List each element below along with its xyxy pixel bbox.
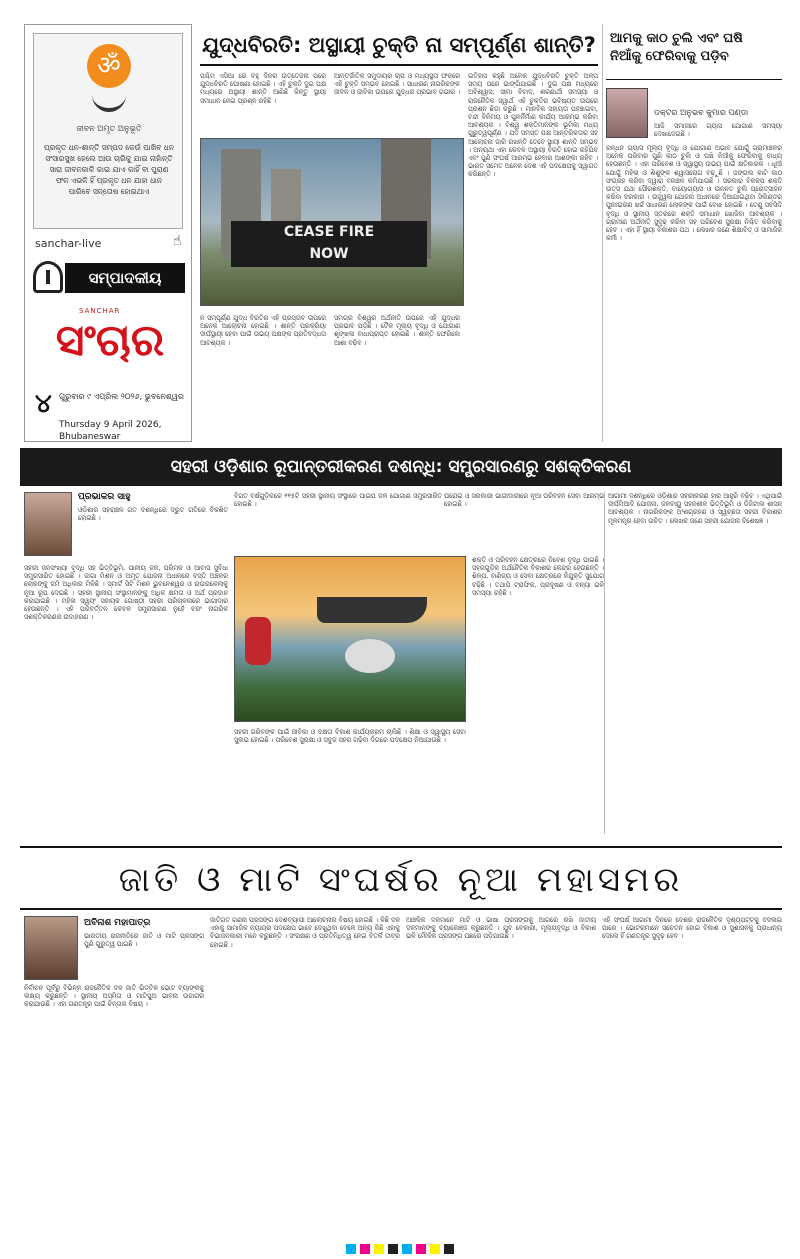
article-column: ବିଗତ ବର୍ଷଗୁଡ଼ିକରେ ୧୧୫ଟି ସହରୀ ସ୍ଥାନୀୟ ସଂସ୍ଥାରେ ପାଇପ ଜଳ ଯୋଗାଣ ସମ୍ପ୍ରସାରିତ ହୋଇଛି ।: [234, 492, 442, 509]
urban-odisha-headline: ସହରୀ ଓଡ଼ିଶାର ରୂପାନ୍ତରୀକରଣ ଦଶନ୍ଧି: ସମ୍ପ୍ରସାରଣରୁ ସଶକ୍ତିକରଣ: [20, 448, 782, 486]
brand-logo: [35, 307, 185, 383]
ship-shape: [317, 597, 427, 623]
color-swatch: [388, 1244, 398, 1254]
energy-photo: [234, 556, 466, 722]
article-column: ଜାତିଗତ ଗଣନା ପ୍ରସଙ୍ଗ ଦେଶବ୍ୟାପୀ ଆଲୋଚନାର ବିଷୟ ହୋଇଛି । କିଛି ଦଳ ଏହାକୁ ସାମାଜିକ ନ୍ୟାୟର ପଦକ୍ଷେପ ଭାବେ ଦେଖୁଥିବା ବେଳେ ଅନ୍ୟ କିଛି ଏହାକୁ ବିଭାଜନକାରୀ ମନେ କରୁଛନ୍ତି । ସଂରକ୍ଷଣ ଓ ପ୍ରତିନିଧିତ୍ୱ ନେଇ ବିତର୍କ ତୀବ୍ର ହୋଇଛି ।: [210, 916, 400, 949]
article-column: ସମଗ୍ର ବିଶ୍ୱର ଅର୍ଥନୀତି ଉପରେ ଏହି ଯୁଦ୍ଧର ପ୍ରଭାବ ପଡ଼ିଛି । ତୈଳ ମୂଲ୍ୟ ବୃଦ୍ଧି ଓ ଯୋଗାଣ ଶୃଙ୍ଖଳା ବାଧାପ୍ରାପ୍ତ ହୋଇଛି । ଶାନ୍ତି ଫେରିଲେ ଆଶା ବଢ଼ିବ ।: [334, 314, 460, 347]
color-swatch: [360, 1244, 370, 1254]
color-swatch: [346, 1244, 356, 1254]
quote-tagline: ଜୀବନ ଅମୃତ ଅନୁଭୂତି: [76, 124, 142, 133]
article-column: ଇତିହାସ କହୁଛି ଅନେକ ଯୁଦ୍ଧବିରତି ଚୁକ୍ତି ଅଳ୍ପ ସମୟ ପରେ ଭାଙ୍ଗିଯାଇଛି । ଦୁଇ ପକ୍ଷ ମଧ୍ୟରେ ଅବିଶ୍ୱାସ, ସୀମା ବିବାଦ, ଶରଣାର୍ଥୀ ସମସ୍ୟା ଓ ରାଜନୈତିକ ସ୍ୱାର୍ଥ ଏହି ଚୁକ୍ତିର ଭବିଷ୍ୟତ ଉପରେ ପ୍ରଶ୍ନ ଛିଡ଼ା କରୁଛି । ମାନବିକ ସହାୟତା ପହଞ୍ଚାଇବା, ବନ୍ଦୀ ବିନିମୟ ଓ ପୁନର୍ନିର୍ମାଣ କାର୍ଯ୍ୟ ଆରମ୍ଭ କରିବା ଆବଶ୍ୟକ । ବିଶ୍ୱ ଶକ୍ତିମାନଙ୍କ ଭୂମିକା ମଧ୍ୟ ଗୁରୁତ୍ୱପୂର୍ଣ୍ଣ । ଯଦି ସମସ୍ତ ପକ୍ଷ ଆନ୍ତରିକତାର ସହ ଆଲୋଚନା ଜାରି ରଖନ୍ତି ତେବେ ସ୍ଥାୟୀ ଶାନ୍ତି ସମ୍ଭବ । ଅନ୍ୟଥା ଏହା କେବଳ ଅସ୍ଥାୟୀ ବିରତି ହୋଇ ରହିଯିବ ଏବଂ ପୁଣି ସଂଘର୍ଷ ଆରମ୍ଭ ହେବାର ଆଶଙ୍କା ରହିବ । ଭାରତ ସମେତ ଅନେକ ଦେଶ ଏହି ପଦକ୍ଷେପକୁ ସ୍ୱାଗତ କରିଛନ୍ତି ।: [468, 72, 598, 179]
brand-name: ସଂଚାର: [55, 315, 165, 366]
hands-icon: [92, 90, 126, 112]
article-column: ଆଜି ସମାଜରେ ଗ୍ୟାସ ଯୋଗାଣ ସମସ୍ୟା ଦେଖାଦେଇଛି ।: [654, 122, 782, 139]
article-column: ସହରୀ ଜନସଂଖ୍ୟା ବୃଦ୍ଧି ସହ ଭିତ୍ତିଭୂମି, ପାନୀୟ ଜଳ, ପରିମଳ ଓ ଆବାସ ସୁବିଧା ସମ୍ପ୍ରସାରିତ ହୋଇଛି । ଜାଗା ମିଶନ ଓ ଅମୃତ ଯୋଜନା ଅଧୀନରେ ବସ୍ତି ଅଞ୍ଚଳର ଲୋକଙ୍କୁ ଜମି ଅଧିକାର ମିଳିଛି । ସ୍ମାର୍ଟ ସିଟି ମିଶନ ଭୁବନେଶ୍ୱର ଓ ରାଉରକେଲାକୁ ନୂଆ ରୂପ ଦେଇଛି । ସହରୀ ସ୍ଥାନୀୟ ସଂସ୍ଥାମାନଙ୍କୁ ଅଧିକ କ୍ଷମତା ଓ ଅର୍ଥ ପ୍ରଦାନ କରାଯାଇଛି । ମହିଳା ସ୍ୱୟଂ ସହାୟକ ଗୋଷ୍ଠୀ ସହରୀ ପରିଚାଳନାରେ ଭାଗୀଦାର ହେଉଛନ୍ତି । ଏହି ପରିବର୍ତ୍ତନ କେବଳ ସମ୍ପ୍ରସାରଣ ନୁହେଁ ବରଂ ନାଗରିକ ସଶକ୍ତିକରଣର ଉଦାହରଣ ।: [24, 564, 228, 622]
column-divider: [604, 492, 605, 834]
author-photo: [24, 492, 72, 556]
color-swatch: [374, 1244, 384, 1254]
ceasefire-photo: [200, 138, 464, 306]
banner-line-2: NOW: [309, 246, 349, 262]
gas-tank-shape: [345, 639, 395, 673]
article-column: ଆଞ୍ଚଳିକ ଦଳମାନେ ମାଟି ଓ ଭାଷା ପ୍ରସଙ୍ଗକୁ ଆଗରେ ରଖି ଜାତୀୟ ଦଳମାନଙ୍କୁ ଚ୍ୟାଲେଞ୍ଜ କରୁଛନ୍ତି । ଯୁବ ବେକାରୀ, ମୂଲ୍ୟବୃଦ୍ଧି ଓ ବିକାଶ ଭଳି ମୌଳିକ ପ୍ରସଙ୍ଗ ପଛରେ ପଡ଼ିଯାଉଛି ।: [406, 916, 596, 941]
author-photo: [24, 916, 78, 980]
brand-small-text: SANCHAR: [79, 307, 121, 315]
masthead: [24, 24, 192, 442]
article-column: ଆନ୍ତର୍ଜାତିକ ସମୁଦାୟର ଚାପ ଓ ମଧ୍ୟସ୍ଥତା ଫଳରେ ଏହି ଚୁକ୍ତି ସମ୍ଭବ ହୋଇଛି । ସାଧାରଣ ନାଗରିକଙ୍କ ଜୀବନ ଓ ଜୀବିକା ଉପରେ ଯୁଦ୍ଧର ପ୍ରଭାବ ଗଭୀର ।: [334, 72, 460, 97]
author-name: ପ୍ରଭାକର ସାହୁ: [78, 492, 131, 502]
ceasefire-article: [200, 24, 598, 442]
article-column: ନିର୍ବାଚନ ପୂର୍ବରୁ ବିଭିନ୍ନ ରାଜନୈତିକ ଦଳ ଜାତି ଭିତ୍ତିକ ଭୋଟ ବ୍ୟାଙ୍କକୁ ଲକ୍ଷ୍ୟ କରୁଛନ୍ତି । ସ୍ଥାନୀୟ ଅସ୍ମିତା ଓ ମାଟିପୁଅ ଭାବନା ଉଜାଗର କରାଯାଉଛି । ଏହା ଗଣତନ୍ତ୍ର ପାଇଁ ଚିନ୍ତାର ବିଷୟ ।: [24, 984, 204, 1009]
date-english: Thursday 9 April 2026, Bhubaneswar: [59, 420, 162, 442]
om-icon: ॐ: [87, 44, 131, 88]
article-column: ସହରୀ ଗରିବଙ୍କ ପାଇଁ ଜୀବିକା ଓ ଦକ୍ଷତା ବିକାଶ କାର୍ଯ୍ୟକ୍ରମ ଚାଲିଛି । ଶିକ୍ଷା ଓ ସ୍ୱାସ୍ଥ୍ୟ ସେବା ସୁଲଭ ହୋଇଛି । ପରିବେଶ ସୁରକ୍ଷା ଓ ସବୁଜ ସହର ଗଢ଼ିବା ଦିଗରେ ପଦକ୍ଷେପ ନିଆଯାଉଛି ।: [234, 728, 466, 745]
caste-soil-headline: ଜାତି ଓ ମାଟି ସଂଘର୍ଷର ନୂଆ ମହାସମର: [20, 846, 782, 910]
wood-stove-headline: ଆମକୁ କାଠ ଚୁଲି ଏବଂ ଘଷି ନିଆଁକୁ ଫେରିବାକୁ ପଡ଼ିବ: [606, 24, 782, 80]
author-photo: [606, 88, 648, 138]
quote-box: [33, 33, 183, 229]
article-column: ଓଡ଼ିଶାର ସହରାଞ୍ଚଳ ଗତ ଦଶନ୍ଧିରେ ଦ୍ରୁତ ଗତିରେ ବିକଶିତ ହୋଇଛି ।: [78, 506, 228, 523]
site-link[interactable]: sanchar-live: [35, 237, 102, 250]
gas-cylinder-shape: [245, 617, 271, 665]
article-column: ନ ସମ୍ପୂର୍ଣ୍ଣ ଯୁଦ୍ଧ ବିରତିର ଏହି ପ୍ରସ୍ତାବ ଉପରେ ଅନେକ ଆଲୋଚନା ହୋଇଛି । ଶାନ୍ତି ପ୍ରକ୍ରିୟା ଦୀର୍ଘସ୍ଥାୟୀ ହେବା ପାଇଁ ଉଭୟ ପକ୍ଷଙ୍କ ପ୍ରତିବଦ୍ଧତା ଆବଶ୍ୟକ ।: [200, 314, 326, 347]
date-odia: ଗୁରୁବାର ୯ ଏପ୍ରିଲ ୨୦୨୬, ଭୁବନେଶ୍ୱର: [59, 392, 184, 401]
color-swatch: [402, 1244, 412, 1254]
article-column: ଭାରତୀୟ ରାଜନୀତିରେ ଜାତି ଓ ମାଟି ପ୍ରସଙ୍ଗ ପୁଣି ଗୁରୁତ୍ୱ ପାଇଛି ।: [84, 932, 204, 949]
column-divider: [602, 24, 603, 442]
wood-stove-article: [606, 24, 782, 442]
article-column: ଏହି ସଂଘର୍ଷ ଆଗାମୀ ଦିନରେ ଦେଶର ରାଜନୈତିକ ଦୃଶ୍ୟପଟ୍ଟକୁ ବଦଳାଇ ପାରେ । ଭୋଟରମାନେ ସଚେତନ ହୋଇ ବିକାଶ ଓ ସୁଶାସନକୁ ପ୍ରାଧାନ୍ୟ ଦେଲେ ହିଁ ଗଣତନ୍ତ୍ର ସୁଦୃଢ଼ ହେବ ।: [602, 916, 782, 941]
article-column: ଘରୋଇ ଓ ସରକାରୀ ଭାଗୀଦାରୀରେ ନୂଆ ପରିବହନ ସେବା ଆରମ୍ଭ ହୋଇଛି ।: [444, 492, 604, 509]
pointer-hand-icon: ☝: [173, 233, 182, 249]
article-column: ରନ୍ଧନ ଗ୍ୟାସ ମୂଲ୍ୟ ବୃଦ୍ଧି ଓ ଯୋଗାଣ ଅଭାବ ଯୋଗୁଁ ଗ୍ରାମାଞ୍ଚଳର ଅନେକ ପରିବାର ପୁଣି କାଠ ଚୁଲି ଓ ଘଷି ନିଆଁକୁ ଫେରିବାକୁ ବାଧ୍ୟ ହେଉଛନ୍ତି । ଏହା ପରିବେଶ ଓ ସ୍ୱାସ୍ଥ୍ୟ ଉଭୟ ପାଇଁ କ୍ଷତିକାରକ । ଧୂଆଁ ଯୋଗୁଁ ମହିଳା ଓ ଶିଶୁଙ୍କ ଶ୍ୱାସରୋଗ ବଢ଼ୁଛି । ଜଙ୍ଗଲ କାଟି କାଠ ସଂଗ୍ରହ କରିବା ଦ୍ୱାରା ବନାଞ୍ଚଳ କମିଯାଉଛି । ସରକାର ବିକଳ୍ପ ଶକ୍ତି ଉତ୍ସ ଯଥା ସୌରଶକ୍ତି, ବାୟୋଗ୍ୟାସ ଓ ଉନ୍ନତ ଚୁଲି ପ୍ରୋତ୍ସାହନ କରିବା ଦରକାର । ଉଜ୍ଜ୍ୱଳା ଯୋଜନା ଅଧୀନରେ ଦିଆଯାଇଥିବା ସିଲିଣ୍ଡର ପୁନଃଭରଣ ଖର୍ଚ୍ଚ ସାଧାରଣ ଲୋକଙ୍କ ପାଇଁ ବୋଝ ହୋଇଛି । ତେଣୁ ସବସିଡି ବୃଦ୍ଧି ଓ ସ୍ଥାନୀୟ ସ୍ତରରେ ଶକ୍ତି ସମାଧାନ ଖୋଜିବା ଆବଶ୍ୟକ । ଗ୍ରାମୀଣ ଅର୍ଥନୀତି ସୁଦୃଢ଼ କରିବା ସହ ପରିବେଶ ସୁରକ୍ଷା ନିଶ୍ଚିତ କରିବାକୁ ହେବ । ଏହା ହିଁ ସ୍ଥାୟୀ ବିକାଶର ପଥ । ଲେଖକ ଜଣେ ଶିକ୍ଷାବିତ୍ ଓ ସାମାଜିକ କର୍ମୀ ।: [606, 144, 782, 243]
pen-nib-icon: [33, 261, 63, 293]
color-swatch: [416, 1244, 426, 1254]
article-column: ଶକ୍ତି ଓ ପରିବହନ କ୍ଷେତ୍ରରେ ନିବେଶ ବୃଦ୍ଧି ପାଇଛି । ସହରଗୁଡ଼ିକ ଅର୍ଥନୈତିକ ବିକାଶର କେନ୍ଦ୍ର ହେଉଛନ୍ତି । ଶିଳ୍ପ, ବାଣିଜ୍ୟ ଓ ସେବା କ୍ଷେତ୍ରରେ ନିଯୁକ୍ତି ସୁଯୋଗ ବଢ଼ିଛି । ତଥାପି ଟ୍ରାଫିକ, ପ୍ରଦୂଷଣ ଓ ବନ୍ୟା ଭଳି ସମସ୍ୟା ରହିଛି ।: [472, 556, 604, 597]
ceasefire-headline: ଯୁଦ୍ଧବିରତି: ଅସ୍ଥାୟୀ ଚୁକ୍ତି ନା ସମ୍ପୂର୍ଣ୍ଣ ଶାନ୍ତି?: [200, 24, 598, 66]
quote-text: ପ୍ରକୃତ ଧନ-ଶାନ୍ତି ସମ୍ପଦ କେଉଁ ପାଖିବ ଧନ ସଂସାରସୁଖ ହେଲେ ଆଉ ଚାରିକୁ ଯାଇ ନାହାଁନ୍ତି ସାରା ଜୀବନକାଳି କାଇ ଯାଏ କାହିଁ ବା ପୁରାଣ ଫଳ ଏଭଳି ହିଁ ପ୍ରକୃତ ଧନ ଯାହା ଧାନ ପାରିବେ ସନ୍ତୋଷ ହୋଇଥାଏ: [44, 143, 174, 196]
print-color-bar: [0, 1244, 800, 1256]
article-column: ଆଗାମୀ ଦଶନ୍ଧିରେ ଓଡ଼ିଶାର ସହରୀକରଣ ହାର ଆହୁରି ବଢ଼ିବ । ଏଥିପାଇଁ ଦୀର୍ଘମିଆଦି ଯୋଜନା, ଜଳବାୟୁ ସହନଶୀଳ ଭିତ୍ତିଭୂମି ଓ ଡିଜିଟାଲ ଶାସନ ଆବଶ୍ୟକ । ନାଗରିକଙ୍କ ଅଂଶଗ୍ରହଣ ଓ ସ୍ୱଚ୍ଛତା ସହରୀ ବିକାଶର ମୂଳମନ୍ତ୍ର ହେବା ଉଚିତ । ଲେଖକ ଜଣେ ସହରୀ ଯୋଜନା ବିଶେଷଜ୍ଞ ।: [608, 492, 782, 525]
author-name: ଡକ୍ଟର ଅନୁଭବ କୁମାର ପଣ୍ଡା: [654, 108, 749, 117]
page-number: ୪: [35, 389, 52, 419]
article-column: ପଶ୍ଚିମ ଏସିଆ ରେ ବହୁ ଦିନର ଉତ୍ତେଜନା ପରେ ଯୁଦ୍ଧବିରତି ଘୋଷଣା ହୋଇଛି । ଏହି ଚୁକ୍ତି ଦୁଇ ପକ୍ଷ ମଧ୍ୟରେ ଅସ୍ଥାୟୀ ଶାନ୍ତି ଆଣିଛି କିନ୍ତୁ ସ୍ଥାୟୀ ସମାଧାନ ନେଇ ପ୍ରଶ୍ନ ରହିଛି ।: [200, 72, 326, 105]
author-name: ଅବିନାଶ ମହାପାତ୍ର: [84, 918, 151, 928]
color-swatch: [444, 1244, 454, 1254]
section-label: ସମ୍ପାଦକୀୟ: [65, 263, 185, 293]
ceasefire-banner: [231, 221, 427, 267]
banner-line-1: CEASE FIRE: [283, 224, 375, 240]
color-swatch: [430, 1244, 440, 1254]
